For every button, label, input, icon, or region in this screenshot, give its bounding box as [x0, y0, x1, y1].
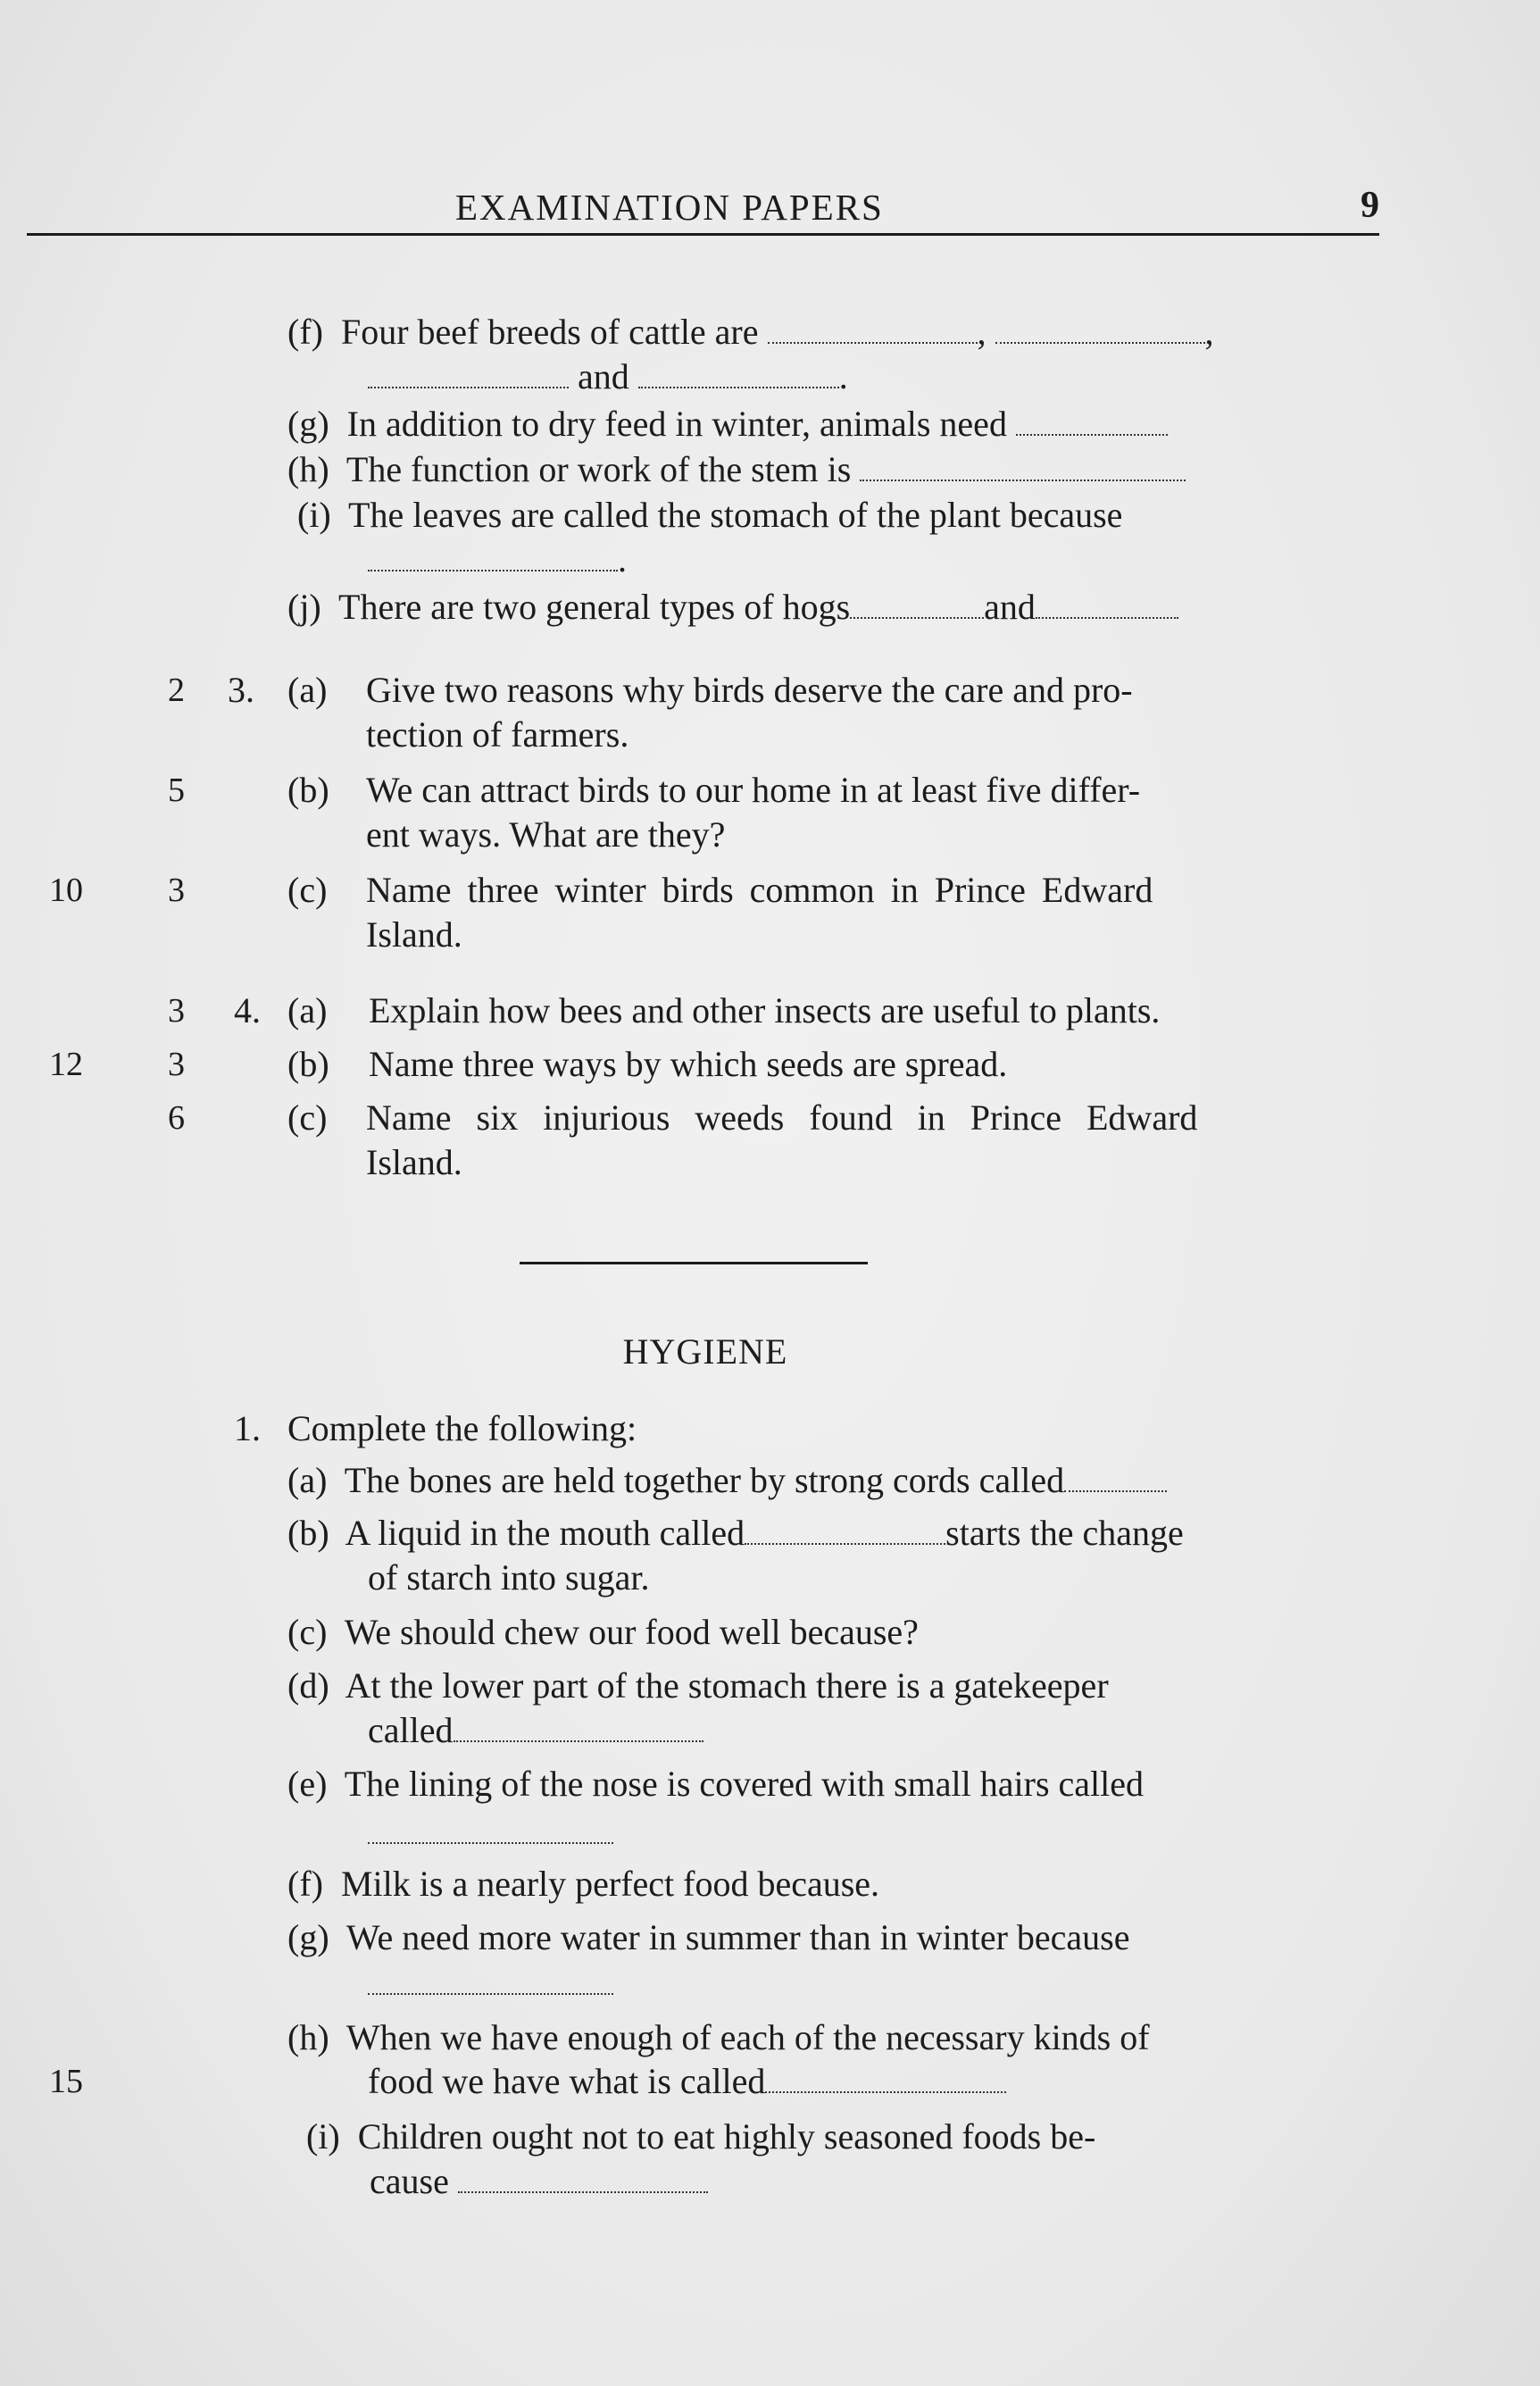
blank	[458, 2166, 708, 2193]
q3b-line1: We can attract birds to our home in at least five differ-	[366, 770, 1141, 810]
blank	[1036, 592, 1178, 619]
q4a-label: (a)	[287, 990, 328, 1030]
hyg-b-cont: of starch into sugar.	[368, 1557, 650, 1598]
item-f-cont: and .	[368, 355, 848, 399]
q3c-label: (c)	[287, 870, 328, 910]
q4c-line1: Name six injurious weeds found in Prince Edward	[366, 1097, 1198, 1138]
question-number: 4.	[234, 990, 261, 1030]
blank	[454, 1715, 703, 1742]
item-g: (g) In addition to dry feed in winter, animals need	[287, 402, 1168, 446]
hyg-e-cont	[368, 1810, 613, 1855]
hyg-b: (b) A liquid in the mouth called starts the change	[287, 1513, 1184, 1553]
q3c-line1: Name three winter birds common in Prince Edward	[366, 870, 1153, 910]
mark: 6	[168, 1099, 185, 1137]
blank	[765, 2066, 1006, 2093]
total-mark: 15	[49, 2063, 83, 2100]
q3b-line2: ent ways. What are they?	[366, 814, 726, 855]
mark: 2	[168, 672, 185, 709]
hyg-f: (f) Milk is a nearly perfect food because.	[287, 1864, 880, 1904]
q4c-label: (c)	[287, 1097, 328, 1138]
item-f-text: Four beef breeds of cattle are	[340, 312, 759, 352]
q4c-line2: Island.	[366, 1142, 462, 1182]
blank	[745, 1518, 945, 1545]
blank	[368, 1817, 613, 1844]
question-number: 3.	[228, 670, 254, 710]
item-j: (j) There are two general types of hogs and	[287, 585, 1178, 630]
item-i: (i) The leaves are called the stomach of the plant because	[297, 495, 1123, 535]
section-divider	[520, 1262, 868, 1264]
blank	[638, 362, 839, 388]
running-header	[27, 179, 1379, 232]
running-title: EXAMINATION PAPERS	[455, 187, 884, 228]
hyg-c: (c) We should chew our food well because?	[287, 1612, 919, 1652]
hyg-h-cont: food we have what is called	[368, 2059, 1006, 2104]
question-number: 1.	[234, 1408, 261, 1448]
blank	[768, 317, 978, 344]
mark: 5	[168, 772, 185, 809]
mark: 3	[168, 1046, 185, 1083]
hyg-g-cont	[368, 1961, 613, 2006]
blank	[860, 455, 1186, 481]
mark: 3	[168, 992, 185, 1030]
hyg-e: (e) The lining of the nose is covered with small hairs called	[287, 1764, 1144, 1804]
hyg-h: (h) When we have enough of each of the necessary kinds of	[287, 2017, 1150, 2057]
hyg-i-cont: cause	[370, 2159, 708, 2204]
hyg-a: (a) The bones are held together by strong cords called	[287, 1458, 1167, 1503]
item-i-cont: .	[368, 538, 627, 582]
q3b-label: (b)	[287, 770, 329, 810]
blank	[368, 545, 618, 571]
hyg-d: (d) At the lower part of the stomach there is a gatekeeper	[287, 1665, 1109, 1706]
q4b-line1: Name three ways by which seeds are spread.	[369, 1044, 1008, 1084]
q4b-label: (b)	[287, 1044, 329, 1084]
hyg-g: (g) We need more water in summer than in winter because	[287, 1917, 1130, 1957]
item-f: (f) Four beef breeds of cattle are , ,	[287, 312, 1214, 352]
q4a-line1: Explain how bees and other insects are useful to plants.	[369, 990, 1161, 1030]
q3a-line1: Give two reasons why birds deserve the care and pro-	[366, 670, 1133, 710]
blank	[1016, 409, 1168, 436]
q3a-line2: tection of farmers.	[366, 714, 629, 755]
blank	[995, 317, 1205, 344]
q3a-label: (a)	[287, 670, 328, 710]
section-heading: HYGIENE	[622, 1331, 788, 1372]
blank	[850, 592, 984, 619]
q3c-line2: Island.	[366, 914, 462, 955]
hyg-q1-text: Complete the following:	[287, 1408, 637, 1448]
blank	[368, 1968, 613, 1995]
header-rule	[27, 233, 1379, 236]
item-h: (h) The function or work of the stem is	[287, 447, 1186, 492]
hyg-d-cont: called	[368, 1708, 703, 1753]
blank	[368, 362, 569, 388]
mark: 3	[168, 872, 185, 909]
total-mark: 12	[49, 1046, 83, 1083]
total-mark: 10	[49, 872, 83, 909]
blank	[1064, 1465, 1167, 1492]
page-number: 9	[1361, 185, 1379, 226]
hyg-i: (i) Children ought not to eat highly seasoned foods be-	[306, 2116, 1096, 2157]
